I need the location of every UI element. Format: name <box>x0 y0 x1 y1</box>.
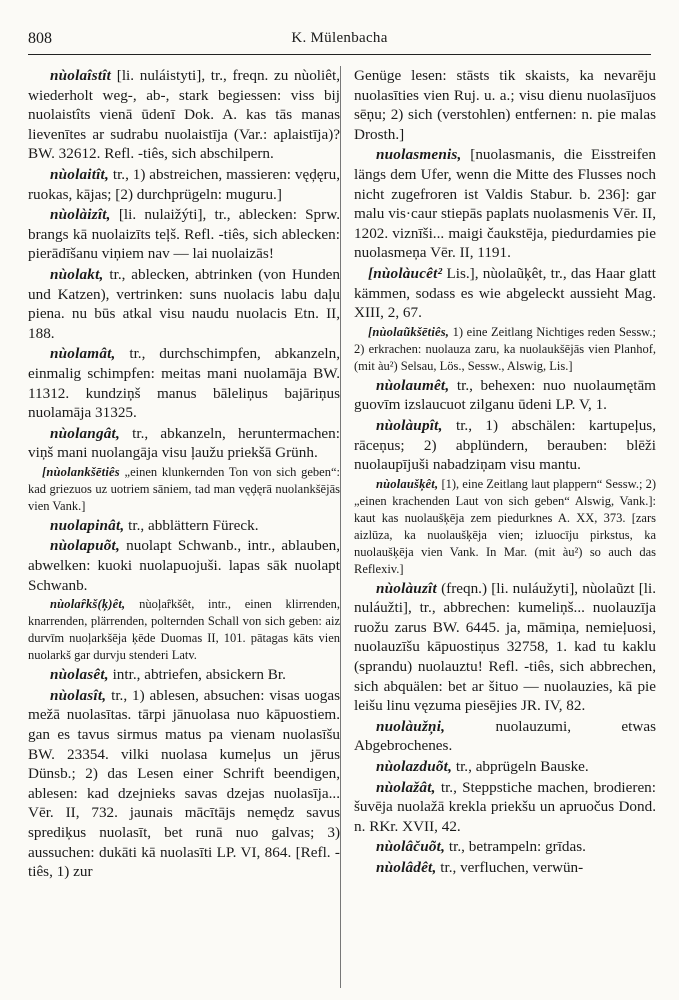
entry-text: [nuolasmanis, die Eisstreifen längs dem Ufer, wenn die Mitte des Flusses noch nicht zugefroren ist Valdis Stabur. b. 236]: gar malu vis·caur stiepās paplats nuolasmenis Vēr. II, 1202. viznīši... maigi čaukstēja, piedurdamies pie nuolasmeņa Vēr. II, 1191. <box>354 146 656 262</box>
entry-text: tr., durchschimpfen, abkanzeln, einmalig schimpfen: meitas mani nuolamāja BW. 11312. kundziņš manus bāleliņus bajāriņus nuolamāja 31325. <box>28 345 340 422</box>
dictionary-entry <box>28 205 340 264</box>
dictionary-entry <box>28 464 340 515</box>
dictionary-entry <box>28 596 340 664</box>
entry-text: Genüge lesen: stāsts tik skaists, ka nevarēju nuolasīties vien Ruj. u. a.; visu dienu nuolasījuos sēņu; 2) sich (verstohlen) entfernen: n. pie malas Drosth.] <box>354 67 656 143</box>
entry-text: 1) eine Zeitlang Nichtiges reden Sessw.; 2) erkrachen: nuolauza zaru, ka nuolaukšējās vien Planhof, (mit àu²) Selsau, Lös., Sessw., Alswig, Lis.] <box>354 324 656 373</box>
dictionary-entry <box>354 717 656 756</box>
entry-text: (freqn.) [li. nuláužyti], nùolaũzt [li. nuláužti], tr., abbrechen: kumeliņš... nuolauzīja ruožu zarus BW. 6445. ja, māmiņa, nemieļuosi, nuolauzīšu kāpuostiņus 32758, 1. kad tu kaklu (sprandu) nuolauztu! Refl. -tiês, sich abbrechen, sich abquälen: bet ar šituo — nuolauzies, kā pie leišu linu vęzuma piesējies JR. IV, 82. <box>354 579 656 715</box>
entry-text: tr., abblättern Füreck. <box>124 516 259 534</box>
entry-text: nùoļaȓkšêt, intr., einen klirrenden, knarrenden, plärrenden, polternden Schall von sich geben: aiz durvīm nuoļarkšēja ķēde Duomas II, 101. pātagas kāts vien nuolarkš gar durvju stenderi Latv. <box>28 597 340 663</box>
entry-headword: nùolàuzît <box>376 579 437 597</box>
entry-text: tr., ablecken, abtrinken (von Hunden und Katzen), vertrinken: suns nuolacis labu daļu piena. nu būs atkal visu naudu nuolacis Etn. II, 188. <box>28 265 340 342</box>
entry-headword: nùolàupît, <box>376 416 443 434</box>
dictionary-entry <box>28 344 340 422</box>
column-divider <box>340 66 341 988</box>
dictionary-entry <box>28 536 340 595</box>
entry-headword: nùolaitît, <box>50 165 109 183</box>
entry-headword: nùolakt, <box>50 265 104 283</box>
dictionary-entry <box>28 66 340 164</box>
entry-headword: nùolažât, <box>376 778 436 796</box>
entry-text: „einen klunkernden Ton von sich geben“: kad griezuos uz uotriem sāniem, tad man vęḑęrā nuolankšējās vien Vank.] <box>28 464 340 513</box>
dictionary-entry <box>354 324 656 375</box>
dictionary-entry <box>354 264 656 323</box>
dictionary-entry <box>28 665 340 685</box>
left-column <box>28 66 340 883</box>
entry-text: tr., abkanzeln, heruntermachen: viņš mani nuolangāja visu ļaužu priekšā Grünh. <box>28 424 340 462</box>
right-column <box>354 66 656 879</box>
entry-text: [li. nuláistyti], tr., freqn. zu nùoliêt, wiederholt weg-, ab-, stark begiessen: viss bij nuolaistîts vienā ūdenī Dok. A. kas tās manas lievenītes ar sudrabu nuolaistīja (Var.: aplaistīja)? BW. 32612. Refl. -tiês, sich abschilpern. <box>28 67 340 163</box>
entry-headword: nuolàužņi, <box>376 717 446 735</box>
entry-headword: nùolaušķêt, <box>376 476 439 491</box>
entry-headword: [nùolankšētiês <box>42 464 120 479</box>
dictionary-entry <box>354 66 656 144</box>
dictionary-entry <box>354 376 656 415</box>
entry-headword: nùolasêt, <box>50 666 109 684</box>
entry-headword: nùolangât, <box>50 424 120 442</box>
dictionary-entry <box>354 476 656 578</box>
dictionary-entry <box>28 424 340 463</box>
entry-text: tr., 1) abstreichen, massieren: vęḑęru, ruokas, kājas; [2) durchprügeln: muguru.] <box>28 165 340 203</box>
entry-headword: nùolazduõt, <box>376 758 453 776</box>
entry-headword: nùolàizît, <box>50 206 111 224</box>
entry-text: tr., abprügeln Bauske. <box>452 758 589 776</box>
entry-headword: [nùolaũkšētiês, <box>368 324 450 339</box>
running-head: K. Mülenbacha <box>291 30 388 46</box>
dictionary-entry <box>354 837 656 857</box>
entry-headword: nuolapinât, <box>50 516 125 534</box>
entry-text: tr., behexen: nuo nuolaumętām guovīm izslaucuot zilganu ūdeni LP. V, 1. <box>354 376 656 414</box>
dictionary-entry <box>354 579 656 716</box>
dictionary-entry <box>354 757 656 777</box>
dictionary-entry <box>28 686 340 882</box>
dictionary-entry <box>354 858 656 878</box>
entry-headword: nùolapuõt, <box>50 537 120 555</box>
entry-text: intr., abtriefen, absickern Br. <box>108 666 286 684</box>
dictionary-entry <box>28 516 340 536</box>
entry-headword: nùolâdêt, <box>376 859 437 876</box>
entry-text: tr., betrampeln: grīdas. <box>445 838 586 856</box>
entry-headword: nùolâčuõt, <box>376 838 446 856</box>
entry-headword: [nùolàucêt² <box>368 264 443 282</box>
entry-headword: nùolaîstît <box>50 67 112 84</box>
entry-text: tr., 1) ablesen, absuchen: visas uogas mežā nuolasītas. tārpi jānuolasa nuo kāpuostiem. gan es tavus sirmus matus pa vienam nuolasīšu BW. 23354. vilki nuolasa kumeļus un jērus Dünsb.; 2) das Lesen einer Schrift beendigen, ablesen: kad dzejnieks savas dzejas nuolasīja... Vēr. II, 732. jaunais mācītājs nemęǳ savus sprediķus nuolasīt, bet runā nuo galvas; 3) aussuchen: dukāti kā nuolasīti LP. VI, 864. [Refl. -tiês, 1) zur <box>28 686 340 881</box>
entry-text: tr., verfluchen, verwün- <box>436 859 584 876</box>
dictionary-entry <box>354 145 656 263</box>
entry-text: [li. nulaižýti], tr., ablecken: Sprw. brangs kā nuolaizīts teļš. Refl. -tiês, sich ablecken: pierādīšanu viņiem nav — lai nuolaizās! <box>28 206 340 263</box>
entry-headword: nùolaumêt, <box>376 376 450 394</box>
page-number: 808 <box>28 30 52 47</box>
entry-text: tr., 1) abschälen: kartupeļus, rāceņus; 2) abplündern, berauben: blēži nuolaupījuši nabadziņam visu mantu. <box>354 416 656 474</box>
entry-text: nuolapt Schwanb., intr., ablauben, abwelken: kuoki nuolapuojuši. lapas sāk nuolapt Schwanb. <box>28 537 340 594</box>
entry-text: tr., Steppstiche machen, brodieren: šuvēja nuolažā krekla priekšu un apruočus Dond. n. RKr. XVII, 42. <box>354 778 656 835</box>
entry-headword: nùolaȓkš(ķ)êt, <box>50 597 126 612</box>
dictionary-entry <box>354 778 656 837</box>
entry-text: nuolauzumi, etwas Abgebrochenes. <box>354 717 656 755</box>
entry-headword: nùolamât, <box>50 345 116 363</box>
page-header <box>28 22 651 55</box>
entry-text: Lis.], nùolaũķêt, tr., das Haar glatt kämmen, sodass es wie abgeleckt aussieht Mag. XIII, 2, 67. <box>354 264 656 322</box>
dictionary-entry <box>354 416 656 475</box>
dictionary-entry <box>28 265 340 343</box>
entry-headword: nuolasmenis, <box>376 146 462 164</box>
entry-text: [1), eine Zeitlang laut plappern“ Sessw.; 2) „einen krachenden Laut von sich geben“ Alswig, Vank.]: kaut kas nuolaušķēja zem piedurknes A. XX, 373. [zars aizlūza, ka nuolaušķēja vien; izluocīju pirkstus, ka nuolaušķēja vien Vank. In Mar. (mit àu²) so auch das Reflexiv.] <box>354 476 656 576</box>
entry-headword: nùolasît, <box>50 686 107 704</box>
dictionary-entry <box>28 165 340 204</box>
